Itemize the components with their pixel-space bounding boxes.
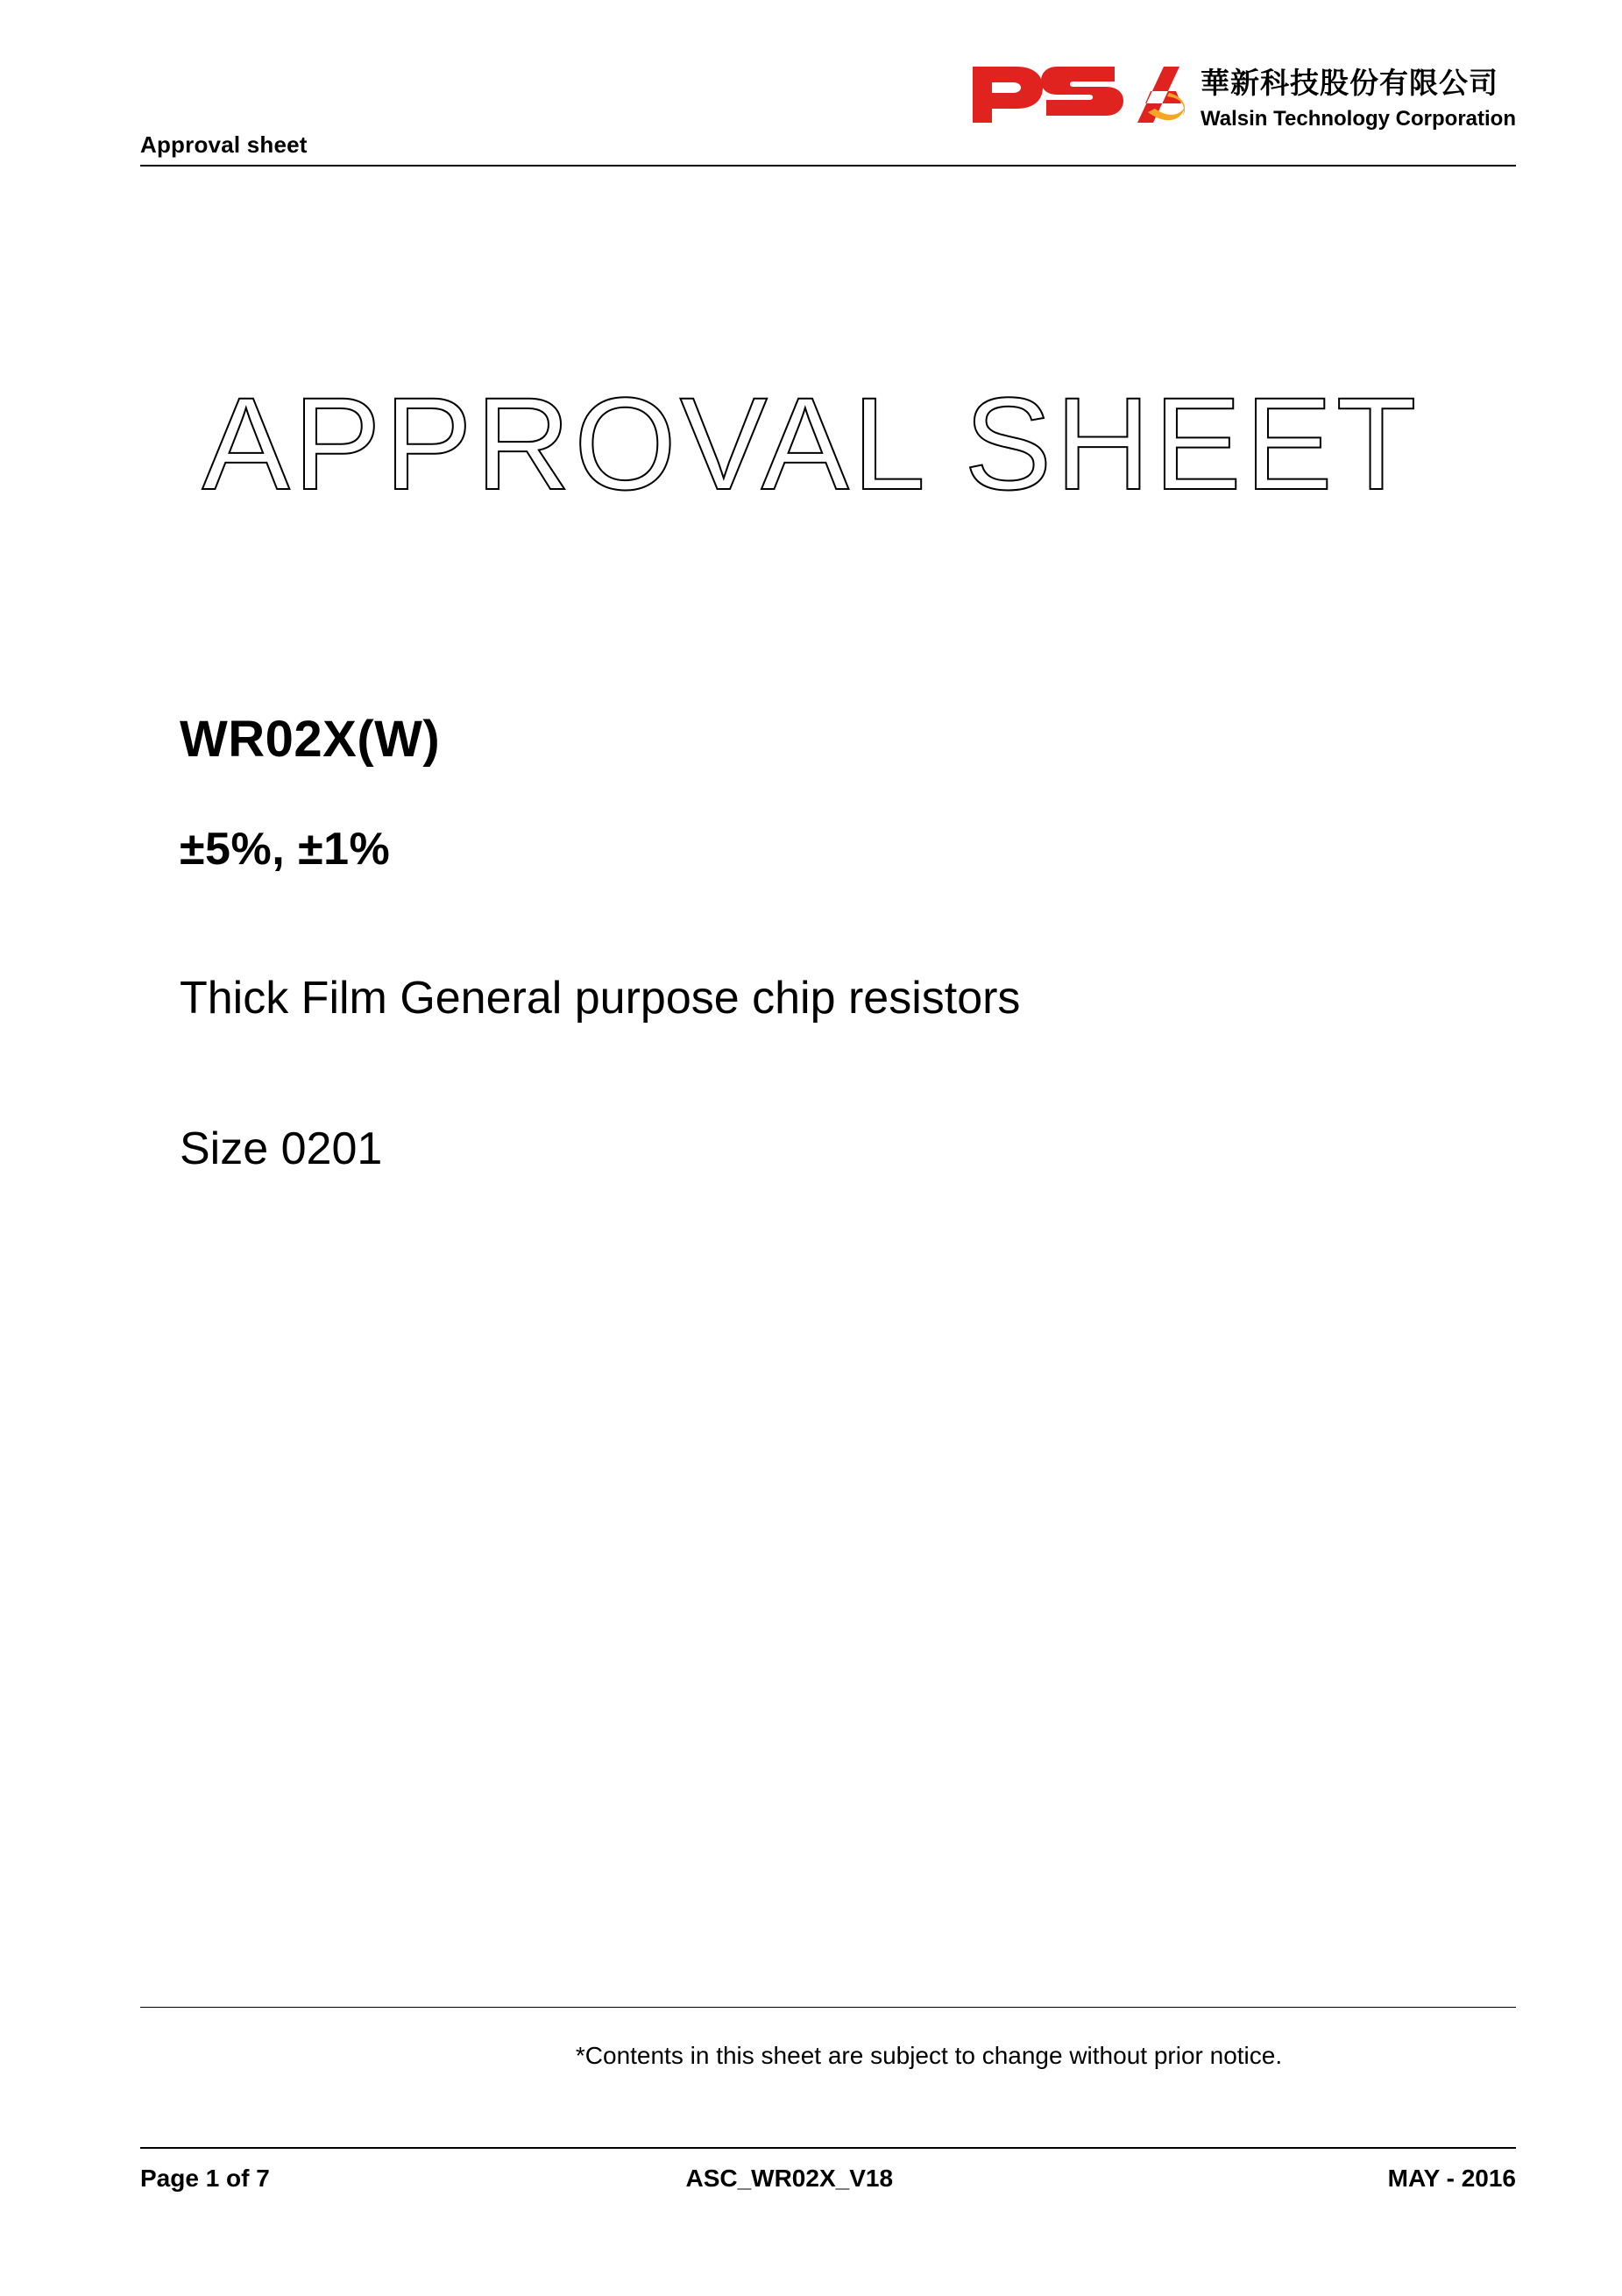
product-description: Thick Film General purpose chip resistors [180, 973, 1021, 1024]
header-divider [140, 165, 1516, 167]
page-title: APPROVAL SHEET [202, 370, 1420, 517]
brand-text [1201, 61, 1516, 132]
page-header [140, 61, 1516, 167]
document-code: ASC_WR02X_V18 [685, 2165, 894, 2192]
psa-logo-icon [966, 61, 1185, 130]
document-date: MAY - 2016 [1387, 2165, 1516, 2192]
document-type-label: Approval sheet [140, 131, 308, 158]
product-tolerance: ±5%, ±1% [180, 824, 391, 875]
company-name-cn: 華新科技股份有限公司 [1201, 66, 1498, 100]
notice-divider [140, 2007, 1516, 2008]
product-model: WR02X(W) [180, 711, 441, 768]
company-name-en: Walsin Technology Corporation [1201, 106, 1516, 131]
product-summary [180, 710, 1494, 1175]
page-number: Page 1 of 7 [140, 2165, 270, 2192]
change-notice: *Contents in this sheet are subject to change without prior notice. [575, 2042, 1283, 2069]
product-size: Size 0201 [180, 1123, 383, 1174]
footer-divider [140, 2147, 1516, 2149]
company-identity [966, 61, 1516, 132]
page-footer [140, 2165, 1516, 2193]
